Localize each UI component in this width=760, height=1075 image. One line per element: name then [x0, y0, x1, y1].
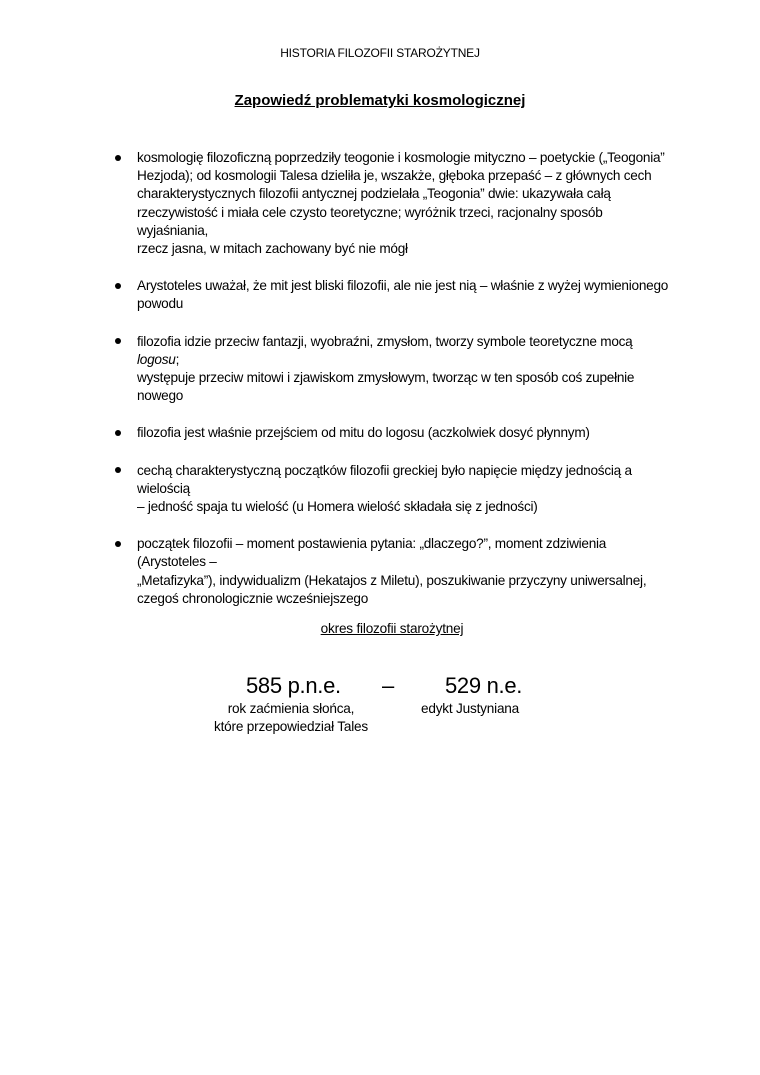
text-line: – jedność spaja tu wielość (u Homera wielość składała się z jedności)	[137, 499, 538, 515]
bullet-icon	[115, 155, 121, 161]
text-line: charakterystycznych filozofii antycznej podzielała „Teogonia” dwie: ukazywała całą	[137, 186, 611, 202]
period-start-note	[196, 700, 386, 736]
list-item	[113, 333, 673, 406]
bullet-icon	[115, 283, 121, 289]
list-item	[113, 462, 673, 517]
text-line: ;	[175, 351, 180, 367]
bullet-icon	[115, 430, 121, 436]
list-item	[113, 277, 673, 313]
text-line: początek filozofii – moment postawienia pytania: „dlaczego?”, moment zdziwienia (Arystoteles –	[137, 536, 607, 570]
period-dash: –	[382, 673, 394, 698]
section-title: Zapowiedź problematyki kosmologicznej	[234, 92, 526, 109]
period-start: 585 p.n.e.	[246, 673, 341, 698]
text-line: cechą charakterystyczną początków filozofii greckiej było napięcie między jednością a wielością	[137, 462, 632, 496]
text-line: czegoś chronologicznie wcześniejszego	[137, 590, 369, 606]
text-line: „Metafizyka”), indywidualizm (Hekatajos z Miletu), poszukiwanie przyczyny uniwersalnej,	[137, 572, 647, 588]
text-line: występuje przeciw mitowi i zjawiskom zmysłowym, tworząc w ten sposób coś zupełnie nowego	[137, 370, 635, 404]
list-item	[113, 535, 673, 608]
list-item	[113, 149, 673, 258]
bullet-icon	[115, 541, 121, 547]
text-line: kosmologię filozoficzną poprzedziły teogonie i kosmologie mityczno – poetyckie („Teogonia”	[137, 150, 665, 165]
period-end-note: edykt Justyniana	[420, 701, 520, 716]
bullet-icon	[115, 338, 121, 344]
running-header: HISTORIA FILOZOFII STAROŻYTNEJ	[280, 46, 480, 60]
text-line: filozofia idzie przeciw fantazji, wyobraźni, zmysłom, tworzy symbole teoretyczne mocą	[137, 333, 633, 349]
period-end: 529 n.e.	[445, 673, 523, 698]
start-note-line: które przepowiedział Tales	[214, 719, 368, 735]
text-line: rzecz jasna, w mitach zachowany być nie mógł	[137, 241, 408, 257]
text-line: rzeczywistość i miała cele czysto teoretyczne; wyróżnik trzeci, racjonalny sposób wyjaśniania,	[137, 204, 603, 238]
italic-term: logosu	[137, 351, 176, 367]
text-line: Arystoteles uważał, że mit jest bliski filozofii, ale nie jest nią – właśnie z wyżej wymienionego	[137, 278, 669, 294]
period-title: okres filozofii starożytnej	[320, 621, 464, 636]
start-note-line: rok zaćmienia słońca,	[227, 701, 355, 716]
text-line: Hezjoda); od kosmologii Talesa dzieliła je, wszakże, głęboka przepaść – z głównych cech	[137, 168, 652, 184]
text-line: powodu	[137, 296, 184, 312]
list-item	[113, 424, 673, 442]
text-line: filozofia jest właśnie przejściem od mitu do logosu (aczkolwiek dosyć płynnym)	[137, 425, 590, 441]
bullet-icon	[115, 467, 121, 473]
bullet-list	[113, 149, 673, 627]
